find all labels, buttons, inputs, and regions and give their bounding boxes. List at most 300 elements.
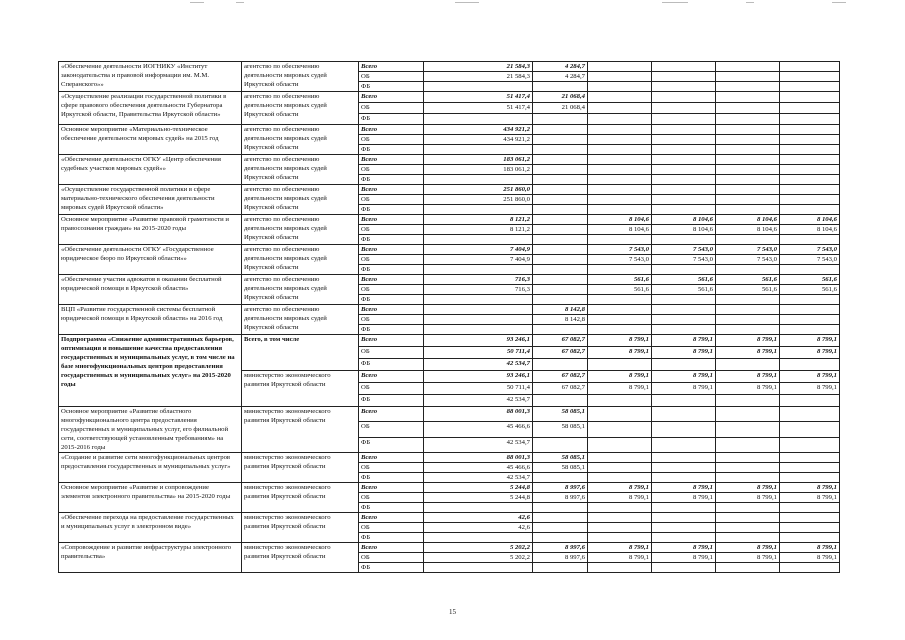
table-row — [59, 125, 840, 135]
value-cell: 7 543,0 — [588, 245, 652, 255]
value-cell — [533, 563, 588, 573]
value-cell — [533, 285, 588, 295]
value-cell: 8 799,1 — [716, 493, 780, 503]
value-cell — [588, 62, 652, 72]
value-cell — [716, 422, 780, 437]
value-cell — [588, 103, 652, 114]
value-cell: 67 082,7 — [533, 371, 588, 383]
table-row — [59, 513, 840, 523]
value-cell: 45 466,6 — [424, 422, 533, 437]
value-cell: 8 997,6 — [533, 483, 588, 493]
value-cell — [780, 563, 840, 573]
value-cell — [780, 305, 840, 315]
funding-source-cell: Всего — [359, 155, 424, 165]
value-cell — [533, 255, 588, 265]
value-cell — [652, 305, 716, 315]
value-cell: 8 142,8 — [533, 305, 588, 315]
value-cell: 8 799,1 — [652, 335, 716, 347]
value-cell — [652, 205, 716, 215]
value-cell: 8 799,1 — [588, 553, 652, 563]
executor-cell: министерство экономического развития Иркутской области — [242, 371, 359, 407]
funding-source-cell: ОБ — [359, 463, 424, 473]
value-cell — [652, 453, 716, 463]
value-cell — [652, 155, 716, 165]
value-cell: 8 104,6 — [780, 225, 840, 235]
value-cell: 8 104,6 — [716, 225, 780, 235]
value-cell — [716, 114, 780, 125]
program-item-name-cell: «Осуществление государственной политики в сфере материально-технического обеспечения деятельности мировых судей Иркутской области» — [59, 185, 242, 215]
executor-cell: агентство по обеспечению деятельности мировых судей Иркутской области — [242, 155, 359, 185]
funding-source-cell: ФБ — [359, 265, 424, 275]
value-cell: 42 534,7 — [424, 395, 533, 407]
value-cell — [424, 82, 533, 92]
value-cell — [533, 125, 588, 135]
value-cell — [652, 92, 716, 103]
funding-source-cell: Всего — [359, 245, 424, 255]
value-cell — [588, 437, 652, 452]
value-cell: 7 543,0 — [652, 245, 716, 255]
value-cell: 51 417,4 — [424, 103, 533, 114]
funding-source-cell: ФБ — [359, 437, 424, 452]
table-row — [59, 62, 840, 72]
value-cell: 8 799,1 — [716, 335, 780, 347]
value-cell — [588, 125, 652, 135]
value-cell — [588, 114, 652, 125]
value-cell — [716, 523, 780, 533]
value-cell — [424, 265, 533, 275]
funding-source-cell: ФБ — [359, 325, 424, 335]
value-cell — [716, 453, 780, 463]
value-cell: 8 799,1 — [588, 483, 652, 493]
value-cell — [588, 563, 652, 573]
value-cell — [588, 523, 652, 533]
executor-cell: агентство по обеспечению деятельности мировых судей Иркутской области — [242, 92, 359, 125]
value-cell — [716, 305, 780, 315]
value-cell: 8 799,1 — [780, 371, 840, 383]
value-cell — [652, 82, 716, 92]
value-cell — [780, 533, 840, 543]
value-cell — [588, 235, 652, 245]
funding-source-cell: Всего — [359, 483, 424, 493]
value-cell — [652, 295, 716, 305]
value-cell: 45 466,6 — [424, 463, 533, 473]
value-cell: 561,6 — [716, 285, 780, 295]
value-cell — [533, 533, 588, 543]
value-cell: 7 543,0 — [716, 255, 780, 265]
funding-source-cell: ФБ — [359, 145, 424, 155]
value-cell — [716, 395, 780, 407]
value-cell — [652, 437, 716, 452]
funding-source-cell: ОБ — [359, 347, 424, 359]
value-cell: 5 202,2 — [424, 543, 533, 553]
table-row — [59, 483, 840, 493]
value-cell: 8 799,1 — [716, 553, 780, 563]
value-cell: 8 799,1 — [588, 347, 652, 359]
value-cell: 561,6 — [780, 285, 840, 295]
program-item-name-cell: Основное мероприятие «Развитие правовой грамотности и правосознания граждан» на 2015-2020 годы — [59, 215, 242, 245]
value-cell — [424, 295, 533, 305]
funding-source-cell: ОБ — [359, 523, 424, 533]
value-cell — [780, 235, 840, 245]
value-cell: 58 085,1 — [533, 463, 588, 473]
value-cell — [588, 195, 652, 205]
table-row — [59, 453, 840, 463]
value-cell: 561,6 — [716, 275, 780, 285]
value-cell: 88 001,3 — [424, 407, 533, 422]
value-cell — [716, 92, 780, 103]
table-row — [59, 275, 840, 285]
value-cell — [424, 325, 533, 335]
value-cell: 7 404,9 — [424, 245, 533, 255]
value-cell — [588, 205, 652, 215]
value-cell — [533, 523, 588, 533]
executor-cell: министерство экономического развития Иркутской области — [242, 543, 359, 573]
value-cell — [588, 407, 652, 422]
funding-source-cell: ОБ — [359, 195, 424, 205]
value-cell — [533, 295, 588, 305]
funding-source-cell: ОБ — [359, 553, 424, 563]
value-cell — [652, 135, 716, 145]
value-cell — [652, 145, 716, 155]
value-cell — [588, 165, 652, 175]
value-cell — [652, 125, 716, 135]
value-cell: 42,6 — [424, 513, 533, 523]
value-cell: 716,3 — [424, 285, 533, 295]
value-cell: 67 082,7 — [533, 383, 588, 395]
value-cell — [780, 72, 840, 82]
value-cell — [533, 359, 588, 371]
value-cell — [716, 563, 780, 573]
value-cell — [716, 135, 780, 145]
value-cell: 42 534,7 — [424, 359, 533, 371]
budget-allocation-table — [58, 61, 840, 573]
value-cell: 8 799,1 — [716, 483, 780, 493]
value-cell: 434 921,2 — [424, 135, 533, 145]
funding-source-cell: Всего — [359, 453, 424, 463]
value-cell — [716, 155, 780, 165]
executor-cell: министерство экономического развития Иркутской области — [242, 483, 359, 513]
value-cell: 8 799,1 — [716, 347, 780, 359]
value-cell — [424, 205, 533, 215]
value-cell — [716, 62, 780, 72]
value-cell — [424, 315, 533, 325]
value-cell — [716, 103, 780, 114]
value-cell: 8 799,1 — [652, 347, 716, 359]
value-cell: 50 711,4 — [424, 347, 533, 359]
value-cell — [780, 453, 840, 463]
program-item-name-cell: «Обеспечение деятельности ОГКУ «Центр обеспечения судебных участков мировых судей»» — [59, 155, 242, 185]
value-cell — [652, 325, 716, 335]
value-cell — [780, 195, 840, 205]
value-cell: 7 543,0 — [588, 255, 652, 265]
value-cell — [588, 155, 652, 165]
value-cell: 67 082,7 — [533, 335, 588, 347]
value-cell: 8 142,8 — [533, 315, 588, 325]
value-cell: 561,6 — [780, 275, 840, 285]
funding-source-cell: ФБ — [359, 563, 424, 573]
executor-cell: агентство по обеспечению деятельности мировых судей Иркутской области — [242, 125, 359, 155]
funding-source-cell: Всего — [359, 335, 424, 347]
funding-source-cell: Всего — [359, 513, 424, 523]
funding-source-cell: Всего — [359, 543, 424, 553]
value-cell: 21 068,4 — [533, 103, 588, 114]
value-cell: 5 244,8 — [424, 483, 533, 493]
executor-cell: министерство экономического развития Иркутской области — [242, 453, 359, 483]
value-cell: 8 799,1 — [588, 543, 652, 553]
program-item-name-cell: «Обеспечение деятельности ОГКУ «Государственное юридическое бюро по Иркутской области»» — [59, 245, 242, 275]
value-cell: 251 860,0 — [424, 185, 533, 195]
page-number: 15 — [449, 608, 456, 616]
value-cell — [716, 359, 780, 371]
program-item-name-cell: ВЦП «Развитие государственной системы бесплатной юридической помощи в Иркутской области» на 2016 год — [59, 305, 242, 335]
value-cell: 4 284,7 — [533, 62, 588, 72]
value-cell: 93 246,1 — [424, 335, 533, 347]
program-item-name-cell: Основное мероприятие «Материально-техническое обеспечение деятельности мировых судей» на 2015 год — [59, 125, 242, 155]
value-cell — [652, 195, 716, 205]
funding-source-cell: Всего — [359, 275, 424, 285]
executor-cell: агентство по обеспечению деятельности мировых судей Иркутской области — [242, 185, 359, 215]
value-cell: 8 997,6 — [533, 493, 588, 503]
value-cell — [424, 235, 533, 245]
value-cell — [716, 72, 780, 82]
value-cell — [716, 325, 780, 335]
value-cell — [588, 422, 652, 437]
value-cell — [533, 195, 588, 205]
funding-source-cell: Всего — [359, 92, 424, 103]
table-row — [59, 543, 840, 553]
funding-source-cell: ФБ — [359, 114, 424, 125]
value-cell: 8 799,1 — [780, 543, 840, 553]
value-cell — [780, 135, 840, 145]
value-cell — [652, 103, 716, 114]
value-cell — [780, 125, 840, 135]
value-cell — [716, 407, 780, 422]
value-cell — [716, 533, 780, 543]
value-cell: 21 584,3 — [424, 62, 533, 72]
funding-source-cell: ФБ — [359, 503, 424, 513]
value-cell: 8 799,1 — [780, 347, 840, 359]
value-cell: 8 997,6 — [533, 553, 588, 563]
program-item-name-cell: «Создание и развитие сети многофункциональных центров предоставления государственных и муниципальных услуг» — [59, 453, 242, 483]
funding-source-cell: ОБ — [359, 103, 424, 114]
value-cell — [780, 185, 840, 195]
funding-source-cell: Всего — [359, 62, 424, 72]
value-cell: 434 921,2 — [424, 125, 533, 135]
program-item-name-cell: «Обеспечение перехода на предоставление государственных и муниципальных услуг в электронном виде» — [59, 513, 242, 543]
value-cell: 8 799,1 — [780, 553, 840, 563]
value-cell: 8 799,1 — [780, 383, 840, 395]
value-cell — [780, 62, 840, 72]
funding-source-cell: ОБ — [359, 422, 424, 437]
value-cell: 8 121,2 — [424, 225, 533, 235]
funding-source-cell: ФБ — [359, 473, 424, 483]
funding-source-cell: ОБ — [359, 285, 424, 295]
value-cell — [533, 265, 588, 275]
value-cell — [588, 265, 652, 275]
value-cell: 8 799,1 — [652, 543, 716, 553]
value-cell: 7 543,0 — [780, 255, 840, 265]
value-cell: 7 543,0 — [716, 245, 780, 255]
value-cell — [716, 437, 780, 452]
value-cell — [780, 395, 840, 407]
subprogram-name-cell: Подпрограмма «Снижение административных барьеров, оптимизация и повышение качества предоставления государственных и муниципальных услуг, в том числе на базе многофункциональных центров предоставления государственных и муниципальных услуг» на 2015-2020 годы — [59, 335, 242, 407]
value-cell — [780, 165, 840, 175]
value-cell — [780, 82, 840, 92]
value-cell — [533, 215, 588, 225]
value-cell — [424, 114, 533, 125]
value-cell: 8 799,1 — [588, 371, 652, 383]
budget-table-sheet — [58, 61, 840, 573]
value-cell — [652, 407, 716, 422]
value-cell — [588, 359, 652, 371]
table-row — [59, 245, 840, 255]
value-cell — [424, 175, 533, 185]
value-cell — [780, 145, 840, 155]
funding-source-cell: ОБ — [359, 383, 424, 395]
value-cell: 561,6 — [652, 285, 716, 295]
executor-cell: агентство по обеспечению деятельности мировых судей Иркутской области — [242, 275, 359, 305]
value-cell — [652, 62, 716, 72]
program-item-name-cell: «Обеспечение участия адвокатов в оказании бесплатной юридической помощи в Иркутской области» — [59, 275, 242, 305]
value-cell — [652, 473, 716, 483]
value-cell — [780, 295, 840, 305]
value-cell: 8 104,6 — [588, 215, 652, 225]
value-cell — [652, 533, 716, 543]
value-cell: 8 799,1 — [588, 383, 652, 395]
value-cell — [652, 72, 716, 82]
value-cell — [588, 315, 652, 325]
value-cell — [652, 563, 716, 573]
value-cell — [652, 422, 716, 437]
value-cell — [716, 513, 780, 523]
funding-source-cell: ФБ — [359, 82, 424, 92]
value-cell — [588, 325, 652, 335]
value-cell: 8 799,1 — [652, 483, 716, 493]
value-cell — [780, 265, 840, 275]
value-cell: 8 104,6 — [588, 225, 652, 235]
value-cell — [780, 175, 840, 185]
program-item-name-cell: «Сопровождение и развитие инфраструктуры электронного правительства» — [59, 543, 242, 573]
value-cell: 8 104,6 — [652, 215, 716, 225]
value-cell: 7 404,9 — [424, 255, 533, 265]
value-cell — [780, 315, 840, 325]
value-cell: 8 997,6 — [533, 543, 588, 553]
value-cell — [533, 185, 588, 195]
value-cell: 51 417,4 — [424, 92, 533, 103]
funding-source-cell: ФБ — [359, 235, 424, 245]
value-cell — [533, 473, 588, 483]
value-cell — [652, 523, 716, 533]
funding-source-cell: ФБ — [359, 359, 424, 371]
value-cell — [780, 523, 840, 533]
value-cell — [533, 165, 588, 175]
value-cell — [533, 82, 588, 92]
value-cell — [652, 513, 716, 523]
funding-source-cell: Всего — [359, 125, 424, 135]
value-cell: 8 799,1 — [588, 335, 652, 347]
value-cell — [533, 205, 588, 215]
value-cell — [533, 175, 588, 185]
funding-source-cell: ОБ — [359, 255, 424, 265]
value-cell: 21 584,3 — [424, 72, 533, 82]
table-row — [59, 92, 840, 103]
value-cell: 8 799,1 — [652, 371, 716, 383]
table-row — [59, 185, 840, 195]
value-cell: 8 799,1 — [652, 383, 716, 395]
value-cell — [716, 265, 780, 275]
value-cell — [588, 503, 652, 513]
value-cell — [716, 125, 780, 135]
table-row — [59, 335, 840, 347]
value-cell — [780, 407, 840, 422]
executor-cell: министерство экономического развития Иркутской области — [242, 407, 359, 453]
value-cell — [588, 175, 652, 185]
value-cell — [533, 145, 588, 155]
value-cell — [716, 315, 780, 325]
value-cell: 42,6 — [424, 523, 533, 533]
funding-source-cell: Всего — [359, 215, 424, 225]
executor-cell: Всего, в том числе — [242, 335, 359, 371]
value-cell — [533, 114, 588, 125]
value-cell: 58 085,1 — [533, 422, 588, 437]
value-cell — [652, 359, 716, 371]
value-cell — [652, 185, 716, 195]
table-row — [59, 215, 840, 225]
value-cell: 251 860,0 — [424, 195, 533, 205]
value-cell — [588, 92, 652, 103]
value-cell — [533, 275, 588, 285]
value-cell — [588, 453, 652, 463]
program-item-name-cell: «Осуществление реализации государственной политики в сфере правового обеспечения деятельности Губернатора Иркутской области, Правительства Иркутской области» — [59, 92, 242, 125]
funding-source-cell: Всего — [359, 305, 424, 315]
funding-source-cell: ОБ — [359, 315, 424, 325]
value-cell — [652, 463, 716, 473]
value-cell: 8 104,6 — [780, 215, 840, 225]
value-cell — [780, 103, 840, 114]
value-cell: 8 104,6 — [652, 225, 716, 235]
value-cell: 8 799,1 — [716, 371, 780, 383]
value-cell: 88 001,3 — [424, 453, 533, 463]
value-cell: 7 543,0 — [780, 245, 840, 255]
value-cell — [588, 185, 652, 195]
executor-cell: агентство по обеспечению деятельности мировых судей Иркутской области — [242, 215, 359, 245]
table-row — [59, 305, 840, 315]
value-cell — [652, 114, 716, 125]
value-cell — [652, 235, 716, 245]
value-cell — [652, 175, 716, 185]
value-cell — [588, 533, 652, 543]
value-cell: 561,6 — [588, 275, 652, 285]
table-row — [59, 407, 840, 422]
funding-source-cell: ОБ — [359, 72, 424, 82]
funding-source-cell: ФБ — [359, 205, 424, 215]
funding-source-cell: ОБ — [359, 493, 424, 503]
funding-source-cell: Всего — [359, 407, 424, 422]
value-cell — [716, 195, 780, 205]
value-cell — [533, 503, 588, 513]
value-cell — [533, 135, 588, 145]
value-cell — [424, 305, 533, 315]
value-cell — [588, 395, 652, 407]
value-cell — [716, 473, 780, 483]
value-cell — [588, 82, 652, 92]
funding-source-cell: ОБ — [359, 225, 424, 235]
value-cell — [780, 463, 840, 473]
program-item-name-cell: Основное мероприятие «Развитие областного многофункционального центра предоставления государственных и муниципальных услуг, его филиальной сети, соответствующей установленным требованиям» на 2015-2016 годы — [59, 407, 242, 453]
value-cell: 8 799,1 — [652, 493, 716, 503]
value-cell — [716, 145, 780, 155]
executor-cell: агентство по обеспечению деятельности мировых судей Иркутской области — [242, 245, 359, 275]
